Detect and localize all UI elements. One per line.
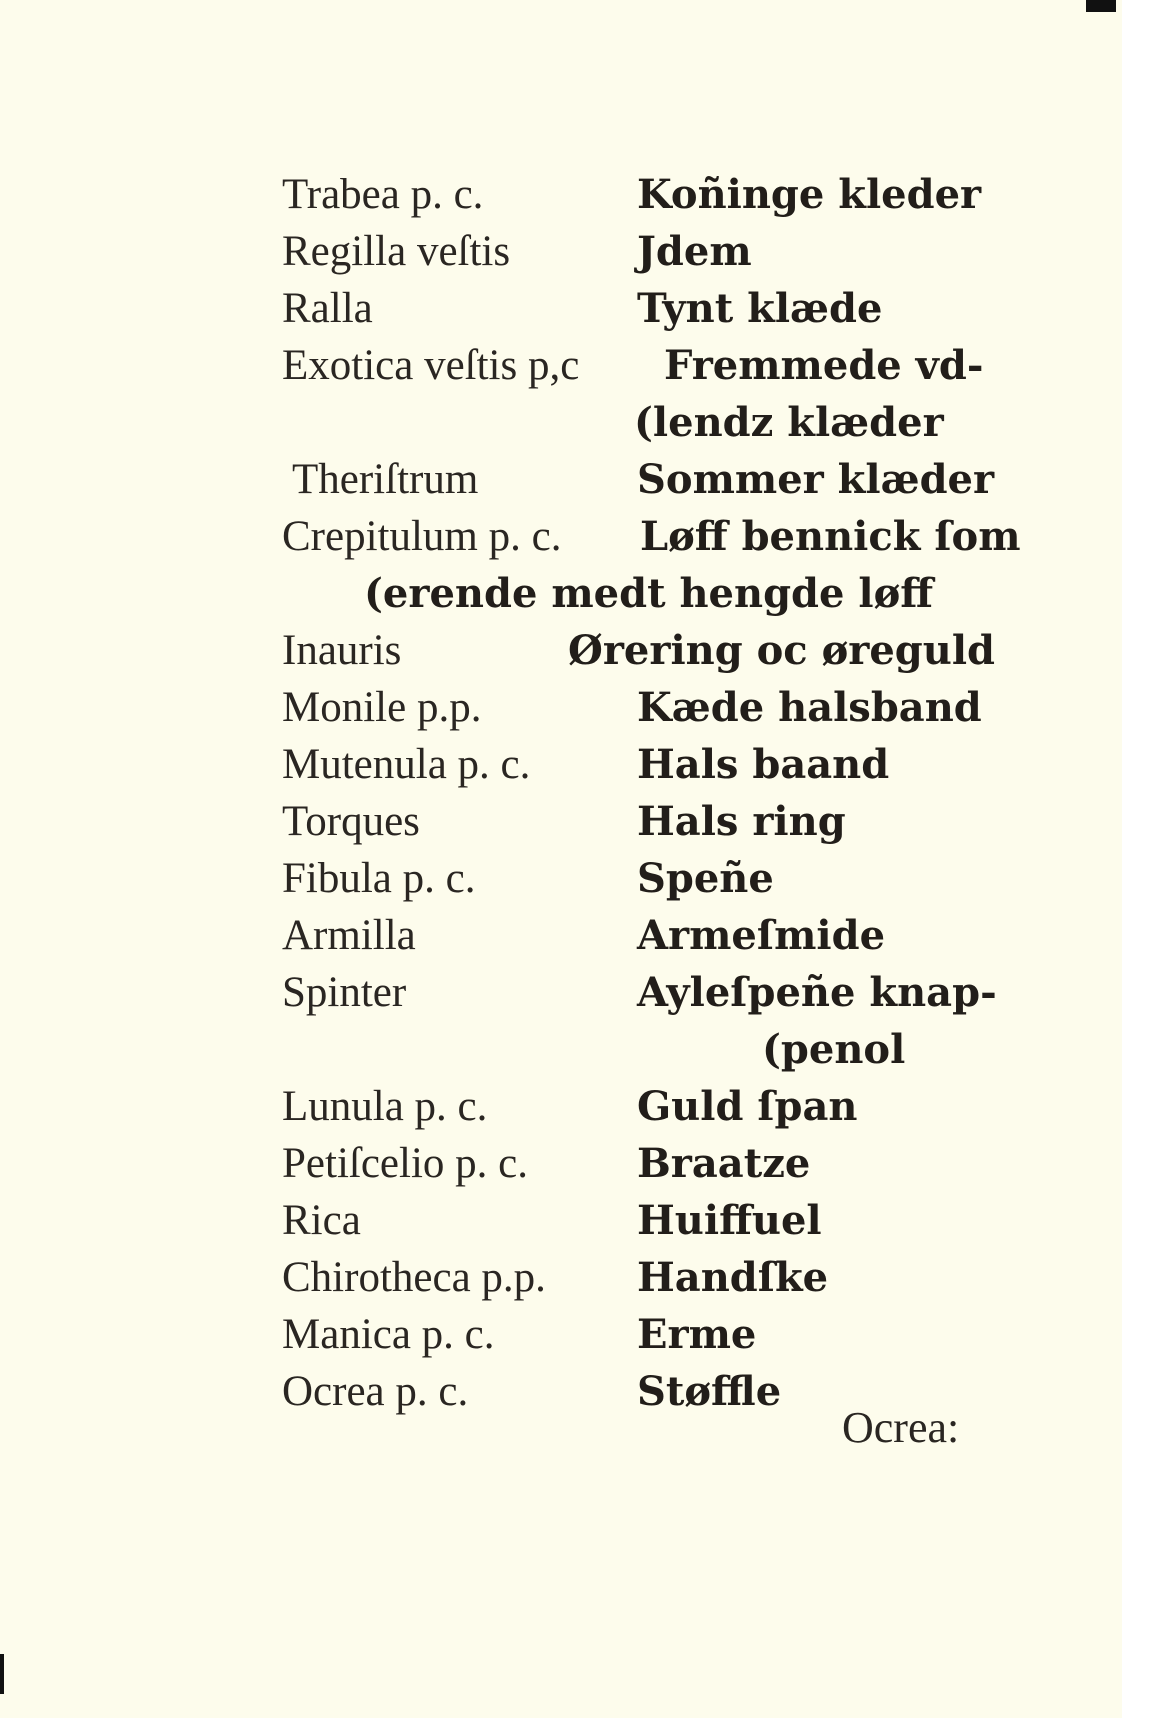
danish-gloss: Tynt klæde	[637, 285, 883, 332]
list-item	[282, 166, 1002, 223]
danish-gloss: Koñinge kleder	[637, 171, 982, 218]
latin-term: Exotica veſtis p,c	[282, 342, 580, 389]
danish-gloss: Guld ſpan	[637, 1083, 858, 1130]
latin-term: Spinter	[282, 969, 407, 1016]
list-item	[282, 508, 1021, 565]
list-item	[282, 337, 1002, 394]
list-item	[282, 1249, 1002, 1306]
list-item-continuation	[282, 1021, 1002, 1078]
danish-gloss: Braatze	[637, 1140, 811, 1187]
list-item	[282, 736, 1002, 793]
latin-term: Trabea p. c.	[282, 171, 484, 218]
danish-gloss: Jdem	[637, 228, 752, 275]
danish-gloss: (erende medt hengde løff	[364, 570, 934, 617]
list-item-continuation	[282, 394, 1002, 451]
latin-term: Mutenula p. c.	[282, 741, 531, 788]
catchword: Ocrea:	[842, 1403, 960, 1452]
latin-term: Torques	[282, 798, 420, 845]
danish-gloss: Erme	[637, 1311, 757, 1358]
latin-term: Theriſtrum	[292, 456, 479, 503]
danish-gloss: Kæde halsband	[637, 684, 982, 731]
latin-term: Lunula p. c.	[282, 1083, 488, 1130]
danish-gloss: Løff bennick ſom	[640, 513, 1021, 560]
list-item	[282, 1078, 1002, 1135]
latin-term: Ocrea p. c.	[282, 1368, 469, 1415]
latin-term: Petiſcelio p. c.	[282, 1140, 528, 1187]
list-item	[282, 1306, 1002, 1363]
list-item	[282, 1192, 1002, 1249]
list-item	[282, 280, 1002, 337]
latin-term: Regilla veſtis	[282, 228, 511, 275]
list-item	[282, 622, 1002, 679]
latin-term: Manica p. c.	[282, 1311, 495, 1358]
danish-gloss: (penol	[762, 1026, 906, 1073]
danish-gloss: Sommer klæder	[637, 456, 995, 503]
danish-gloss: Støffle	[637, 1368, 782, 1415]
danish-gloss: Hals baand	[637, 741, 890, 788]
list-item	[282, 907, 1002, 964]
danish-gloss: Armeſmide	[637, 912, 886, 959]
glossary-entries	[282, 166, 1021, 1420]
list-item	[282, 1135, 1002, 1192]
danish-gloss: (lendz klæder	[634, 399, 944, 446]
danish-gloss: Ayleſpeñe knap-	[637, 969, 997, 1016]
list-item	[282, 964, 1002, 1021]
scan-edge-mark-top	[1086, 0, 1116, 12]
scan-edge-mark-bottom	[0, 1654, 4, 1694]
danish-gloss: Fremmede vd-	[664, 342, 984, 389]
latin-term: Chirotheca p.p.	[282, 1254, 546, 1301]
danish-gloss: Handſke	[637, 1254, 829, 1301]
latin-term: Crepitulum p. c.	[282, 513, 562, 560]
list-item	[282, 793, 1002, 850]
latin-term: Rica	[282, 1197, 361, 1244]
danish-gloss: Speñe	[637, 855, 774, 902]
list-item	[282, 679, 1002, 736]
list-item	[282, 850, 1002, 907]
list-item-continuation	[282, 565, 1002, 622]
danish-gloss: Ørering oc øreguld	[568, 627, 995, 674]
list-item	[282, 451, 1002, 508]
danish-gloss: Huiffuel	[637, 1197, 822, 1244]
latin-term: Ralla	[282, 285, 373, 332]
danish-gloss: Hals ring	[637, 798, 846, 845]
latin-term: Fibula p. c.	[282, 855, 476, 902]
list-item	[282, 223, 1002, 280]
latin-term: Armilla	[282, 912, 416, 959]
latin-term: Monile p.p.	[282, 684, 482, 731]
latin-term: Inauris	[282, 627, 402, 674]
